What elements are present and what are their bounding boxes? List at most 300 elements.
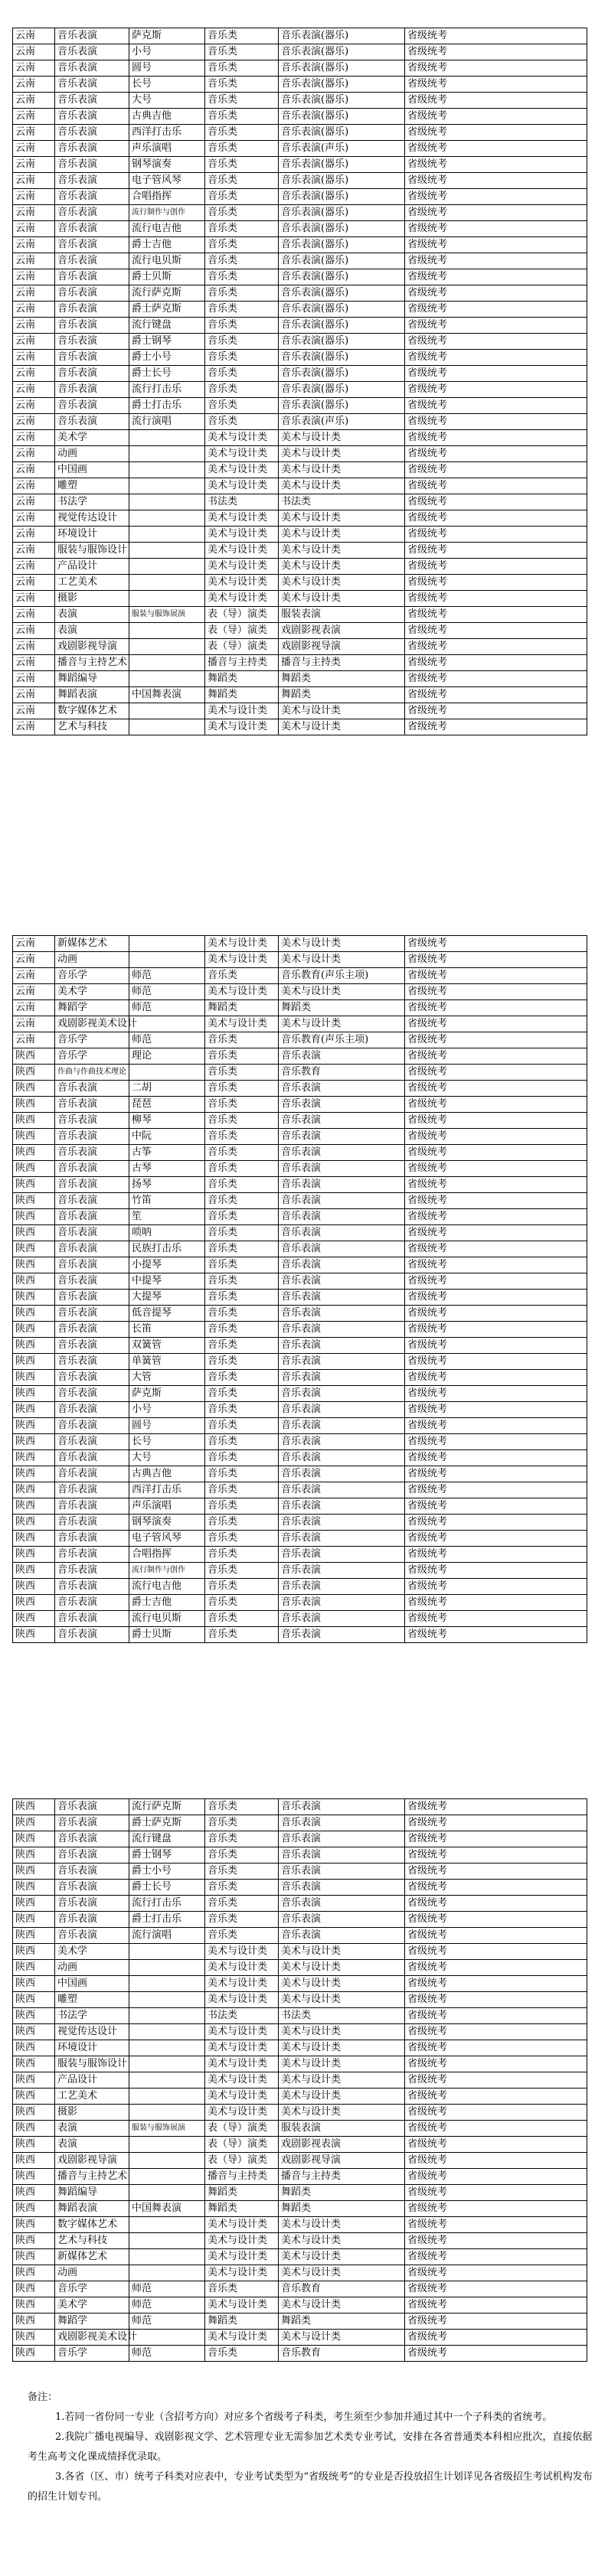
cell-category: 音乐类 xyxy=(205,285,279,302)
cell-exam-type: 省级统考 xyxy=(405,1370,587,1386)
cell-province: 云南 xyxy=(13,510,55,527)
table-row xyxy=(13,2314,587,2330)
cell-exam-subcategory: 美术与设计类 xyxy=(279,1016,405,1032)
cell-direction xyxy=(129,671,205,687)
table-row xyxy=(13,1831,587,1847)
cell-exam-type: 省级统考 xyxy=(405,2024,587,2040)
table-row xyxy=(13,1209,587,1225)
cell-direction: 柳琴 xyxy=(129,1113,205,1129)
table-row xyxy=(13,93,587,109)
table-row xyxy=(13,1563,587,1579)
table-row xyxy=(13,1386,587,1402)
cell-direction: 声乐演唱 xyxy=(129,1498,205,1515)
cell-exam-type: 省级统考 xyxy=(405,2346,587,2362)
cell-province: 陕西 xyxy=(13,1161,55,1177)
cell-exam-type: 省级统考 xyxy=(405,2185,587,2201)
cell-province: 云南 xyxy=(13,221,55,237)
cell-direction: 长笛 xyxy=(129,1322,205,1338)
cell-direction xyxy=(129,591,205,607)
cell-exam-type: 省级统考 xyxy=(405,703,587,719)
table-row xyxy=(13,44,587,60)
cell-exam-type: 省级统考 xyxy=(405,1016,587,1032)
cell-category: 美术与设计类 xyxy=(205,984,279,1000)
cell-exam-subcategory: 音乐表演 xyxy=(279,1306,405,1322)
cell-province: 云南 xyxy=(13,414,55,430)
cell-exam-subcategory: 美术与设计类 xyxy=(279,2089,405,2105)
cell-exam-type: 省级统考 xyxy=(405,2233,587,2249)
cell-exam-type: 省级统考 xyxy=(405,936,587,952)
cell-province: 陕西 xyxy=(13,2217,55,2233)
cell-province: 陕西 xyxy=(13,2121,55,2137)
table-row xyxy=(13,1482,587,1498)
cell-category: 音乐类 xyxy=(205,414,279,430)
cell-category: 音乐类 xyxy=(205,109,279,125)
cell-province: 陕西 xyxy=(13,1450,55,1466)
cell-major: 动画 xyxy=(55,446,129,462)
cell-category: 美术与设计类 xyxy=(205,2249,279,2265)
cell-direction xyxy=(129,2185,205,2201)
table-row xyxy=(13,1081,587,1097)
cell-category: 音乐类 xyxy=(205,1847,279,1864)
cell-direction: 师范 xyxy=(129,984,205,1000)
cell-exam-subcategory: 音乐表演 xyxy=(279,1627,405,1643)
cell-major: 音乐表演 xyxy=(55,1450,129,1466)
cell-direction: 师范 xyxy=(129,2346,205,2362)
cell-province: 陕西 xyxy=(13,1896,55,1912)
cell-major: 舞蹈编导 xyxy=(55,671,129,687)
cell-category: 美术与设计类 xyxy=(205,575,279,591)
cell-major: 音乐表演 xyxy=(55,1880,129,1896)
cell-exam-subcategory: 音乐表演 xyxy=(279,1338,405,1354)
cell-province: 云南 xyxy=(13,382,55,398)
cell-major: 产品设计 xyxy=(55,2072,129,2089)
cell-direction xyxy=(129,2330,205,2346)
cell-major: 音乐表演 xyxy=(55,1177,129,1193)
cell-direction: 流行萨克斯 xyxy=(129,285,205,302)
cell-exam-subcategory: 美术与设计类 xyxy=(279,2249,405,2265)
table-row xyxy=(13,1016,587,1032)
table-row xyxy=(13,414,587,430)
cell-exam-type: 省级统考 xyxy=(405,350,587,366)
cell-direction: 长号 xyxy=(129,1434,205,1450)
cell-exam-type: 省级统考 xyxy=(405,2314,587,2330)
table-row xyxy=(13,575,587,591)
cell-major: 音乐表演 xyxy=(55,157,129,173)
table-row xyxy=(13,1960,587,1976)
cell-exam-subcategory: 音乐表演 xyxy=(279,1113,405,1129)
cell-exam-subcategory: 音乐表演 xyxy=(279,1386,405,1402)
cell-exam-subcategory: 播音与主持类 xyxy=(279,655,405,671)
cell-exam-subcategory: 音乐表演 xyxy=(279,1048,405,1065)
cell-category: 音乐类 xyxy=(205,1928,279,1944)
cell-exam-subcategory: 美术与设计类 xyxy=(279,2024,405,2040)
cell-exam-subcategory: 音乐表演 xyxy=(279,1611,405,1627)
table-row xyxy=(13,984,587,1000)
cell-province: 云南 xyxy=(13,269,55,285)
table-row xyxy=(13,719,587,735)
cell-exam-type: 省级统考 xyxy=(405,2137,587,2153)
cell-direction: 声乐演唱 xyxy=(129,141,205,157)
cell-direction: 流行电贝斯 xyxy=(129,253,205,269)
table-row xyxy=(13,1815,587,1831)
cell-category: 美术与设计类 xyxy=(205,2089,279,2105)
table-row xyxy=(13,221,587,237)
cell-major: 表演 xyxy=(55,2137,129,2153)
cell-direction xyxy=(129,639,205,655)
cell-major: 音乐表演 xyxy=(55,1402,129,1418)
note-item: 2.我院广播电视编导、戏剧影视文学、艺术管理专业无需参加艺术类专业考试，安排在各省普通类本科相应批次，直接依据考生高考文化课成绩择优录取。 xyxy=(28,2431,593,2463)
table-row xyxy=(13,968,587,984)
cell-major: 工艺美术 xyxy=(55,575,129,591)
table-row xyxy=(13,1161,587,1177)
cell-direction: 大号 xyxy=(129,93,205,109)
cell-exam-subcategory: 音乐表演(器乐) xyxy=(279,44,405,60)
cell-exam-type: 省级统考 xyxy=(405,1177,587,1193)
cell-province: 陕西 xyxy=(13,1113,55,1129)
cell-category: 美术与设计类 xyxy=(205,2297,279,2314)
cell-category: 音乐类 xyxy=(205,221,279,237)
table-row xyxy=(13,559,587,575)
cell-major: 戏剧影视导演 xyxy=(55,639,129,655)
cell-exam-type: 省级统考 xyxy=(405,639,587,655)
cell-direction: 师范 xyxy=(129,2297,205,2314)
cell-exam-subcategory: 音乐表演(器乐) xyxy=(279,366,405,382)
cell-province: 云南 xyxy=(13,28,55,44)
cell-exam-type: 省级统考 xyxy=(405,334,587,350)
table-row xyxy=(13,462,587,478)
cell-exam-type: 省级统考 xyxy=(405,655,587,671)
cell-direction xyxy=(129,719,205,735)
cell-province: 陕西 xyxy=(13,1627,55,1643)
table-row xyxy=(13,1048,587,1065)
cell-major: 艺术与科技 xyxy=(55,2233,129,2249)
cell-direction: 合唱指挥 xyxy=(129,1547,205,1563)
table-row xyxy=(13,2024,587,2040)
cell-major: 音乐表演 xyxy=(55,173,129,189)
cell-major: 舞蹈学 xyxy=(55,1000,129,1016)
cell-exam-subcategory: 戏剧影视导演 xyxy=(279,639,405,655)
table-row xyxy=(13,671,587,687)
cell-exam-subcategory: 美术与设计类 xyxy=(279,2040,405,2056)
cell-exam-type: 省级统考 xyxy=(405,1547,587,1563)
cell-province: 云南 xyxy=(13,936,55,952)
cell-category: 音乐类 xyxy=(205,1306,279,1322)
cell-province: 陕西 xyxy=(13,1547,55,1563)
cell-exam-type: 省级统考 xyxy=(405,189,587,205)
cell-category: 音乐类 xyxy=(205,1402,279,1418)
cell-exam-type: 省级统考 xyxy=(405,253,587,269)
cell-exam-subcategory: 戏剧影视导演 xyxy=(279,2153,405,2169)
cell-category: 音乐类 xyxy=(205,189,279,205)
cell-exam-subcategory: 音乐表演(器乐) xyxy=(279,93,405,109)
cell-exam-type: 省级统考 xyxy=(405,984,587,1000)
cell-direction xyxy=(129,2217,205,2233)
note-item: 3.各省（区、市）统考子科类对应表中，专业考试类型为“省级统考”的专业是否投放招生计划详见各省级招生考试机构发布的招生计划专刊。 xyxy=(28,2471,593,2503)
cell-category: 音乐类 xyxy=(205,302,279,318)
cell-exam-type: 省级统考 xyxy=(405,221,587,237)
cell-category: 音乐类 xyxy=(205,366,279,382)
cell-major: 音乐表演 xyxy=(55,1097,129,1113)
cell-direction: 服装与服饰展演 xyxy=(129,607,205,623)
cell-direction: 爵士萨克斯 xyxy=(129,1815,205,1831)
cell-exam-type: 省级统考 xyxy=(405,125,587,141)
cell-exam-subcategory: 美术与设计类 xyxy=(279,575,405,591)
cell-province: 云南 xyxy=(13,478,55,494)
table-row xyxy=(13,1065,587,1081)
cell-category: 音乐类 xyxy=(205,1225,279,1241)
cell-major: 音乐表演 xyxy=(55,77,129,93)
cell-category: 美术与设计类 xyxy=(205,2105,279,2121)
cell-province: 云南 xyxy=(13,77,55,93)
cell-exam-subcategory: 音乐表演(器乐) xyxy=(279,253,405,269)
cell-major: 音乐表演 xyxy=(55,285,129,302)
cell-major: 音乐表演 xyxy=(55,1322,129,1338)
cell-exam-type: 省级统考 xyxy=(405,1322,587,1338)
table-row xyxy=(13,2105,587,2121)
cell-direction: 师范 xyxy=(129,968,205,984)
cell-direction xyxy=(129,430,205,446)
cell-major: 艺术与科技 xyxy=(55,719,129,735)
cell-major: 视觉传达设计 xyxy=(55,510,129,527)
table-row xyxy=(13,205,587,221)
cell-exam-type: 省级统考 xyxy=(405,1627,587,1643)
cell-category: 音乐类 xyxy=(205,2346,279,2362)
cell-major: 音乐表演 xyxy=(55,1193,129,1209)
cell-major: 音乐表演 xyxy=(55,1815,129,1831)
cell-exam-subcategory: 音乐表演 xyxy=(279,1177,405,1193)
cell-exam-subcategory: 音乐表演 xyxy=(279,1402,405,1418)
cell-direction: 古琴 xyxy=(129,1161,205,1177)
cell-major: 音乐表演 xyxy=(55,350,129,366)
cell-province: 云南 xyxy=(13,366,55,382)
cell-exam-subcategory: 音乐表演 xyxy=(279,1418,405,1434)
cell-category: 美术与设计类 xyxy=(205,591,279,607)
cell-direction xyxy=(129,1976,205,1992)
cell-direction: 中国舞表演 xyxy=(129,2201,205,2217)
cell-direction: 小号 xyxy=(129,44,205,60)
cell-category: 音乐类 xyxy=(205,1563,279,1579)
table-row xyxy=(13,2330,587,2346)
cell-major: 音乐表演 xyxy=(55,1209,129,1225)
table-row xyxy=(13,639,587,655)
table-row xyxy=(13,302,587,318)
table-row xyxy=(13,1912,587,1928)
cell-exam-subcategory: 舞蹈类 xyxy=(279,687,405,703)
cell-major: 音乐表演 xyxy=(55,1799,129,1815)
cell-direction xyxy=(129,510,205,527)
cell-major: 环境设计 xyxy=(55,2040,129,2056)
cell-exam-type: 省级统考 xyxy=(405,157,587,173)
table-row xyxy=(13,1257,587,1273)
table-row xyxy=(13,1944,587,1960)
cell-exam-subcategory: 美术与设计类 xyxy=(279,478,405,494)
cell-exam-subcategory: 美术与设计类 xyxy=(279,936,405,952)
cell-direction: 流行萨克斯 xyxy=(129,1799,205,1815)
cell-exam-type: 省级统考 xyxy=(405,77,587,93)
table-row xyxy=(13,366,587,382)
cell-province: 陕西 xyxy=(13,2314,55,2330)
cell-province: 陕西 xyxy=(13,1466,55,1482)
cell-province: 云南 xyxy=(13,125,55,141)
cell-province: 陕西 xyxy=(13,1992,55,2008)
cell-province: 云南 xyxy=(13,494,55,510)
table-row xyxy=(13,607,587,623)
cell-major: 音乐表演 xyxy=(55,1354,129,1370)
cell-category: 美术与设计类 xyxy=(205,936,279,952)
cell-direction xyxy=(129,494,205,510)
cell-major: 产品设计 xyxy=(55,559,129,575)
cell-major: 音乐表演 xyxy=(55,1257,129,1273)
cell-category: 音乐类 xyxy=(205,1864,279,1880)
cell-province: 云南 xyxy=(13,430,55,446)
cell-exam-subcategory: 音乐表演 xyxy=(279,1880,405,1896)
cell-exam-type: 省级统考 xyxy=(405,1880,587,1896)
table-row xyxy=(13,2201,587,2217)
table-row xyxy=(13,318,587,334)
cell-major: 音乐表演 xyxy=(55,1161,129,1177)
table-row xyxy=(13,1032,587,1048)
cell-major: 音乐表演 xyxy=(55,253,129,269)
cell-direction: 竹笛 xyxy=(129,1193,205,1209)
cell-province: 陕西 xyxy=(13,2265,55,2281)
cell-exam-subcategory: 书法类 xyxy=(279,494,405,510)
cell-exam-type: 省级统考 xyxy=(405,44,587,60)
cell-province: 陕西 xyxy=(13,1611,55,1627)
cell-exam-type: 省级统考 xyxy=(405,462,587,478)
cell-exam-subcategory: 美术与设计类 xyxy=(279,2297,405,2314)
table-row xyxy=(13,655,587,671)
cell-category: 音乐类 xyxy=(205,1177,279,1193)
cell-category: 音乐类 xyxy=(205,125,279,141)
cell-exam-type: 省级统考 xyxy=(405,1498,587,1515)
cell-exam-subcategory: 音乐教育 xyxy=(279,2346,405,2362)
cell-major: 表演 xyxy=(55,607,129,623)
cell-direction xyxy=(129,2265,205,2281)
cell-exam-subcategory: 音乐表演 xyxy=(279,1595,405,1611)
cell-major: 音乐表演 xyxy=(55,1306,129,1322)
cell-exam-type: 省级统考 xyxy=(405,1145,587,1161)
cell-major: 音乐表演 xyxy=(55,109,129,125)
cell-direction: 电子管风琴 xyxy=(129,173,205,189)
cell-category: 音乐类 xyxy=(205,1434,279,1450)
cell-exam-type: 省级统考 xyxy=(405,1273,587,1290)
note-item: 1.若同一省份同一专业（含招考方向）对应多个省级考子科类，考生须至少参加并通过其中一个子科类的省统考。 xyxy=(55,2411,553,2423)
cell-exam-type: 省级统考 xyxy=(405,2281,587,2297)
cell-province: 云南 xyxy=(13,1032,55,1048)
cell-major: 舞蹈编导 xyxy=(55,2185,129,2201)
cell-direction: 圆号 xyxy=(129,60,205,77)
cell-province: 陕西 xyxy=(13,1944,55,1960)
cell-major: 音乐表演 xyxy=(55,269,129,285)
cell-category: 舞蹈类 xyxy=(205,687,279,703)
cell-exam-type: 省级统考 xyxy=(405,382,587,398)
table-row xyxy=(13,2346,587,2362)
cell-category: 音乐类 xyxy=(205,1129,279,1145)
cell-category: 舞蹈类 xyxy=(205,2201,279,2217)
cell-province: 陕西 xyxy=(13,1386,55,1402)
cell-major: 舞蹈学 xyxy=(55,2314,129,2330)
cell-exam-subcategory: 音乐表演(器乐) xyxy=(279,398,405,414)
cell-direction: 爵士钢琴 xyxy=(129,334,205,350)
cell-exam-subcategory: 音乐表演 xyxy=(279,1193,405,1209)
cell-province: 陕西 xyxy=(13,1322,55,1338)
cell-category: 音乐类 xyxy=(205,1547,279,1563)
cell-exam-type: 省级统考 xyxy=(405,1847,587,1864)
table-row xyxy=(13,2153,587,2169)
cell-category: 美术与设计类 xyxy=(205,543,279,559)
cell-major: 音乐表演 xyxy=(55,382,129,398)
cell-province: 云南 xyxy=(13,60,55,77)
cell-province: 陕西 xyxy=(13,2008,55,2024)
cell-major: 新媒体艺术 xyxy=(55,2249,129,2265)
cell-major: 音乐学 xyxy=(55,2346,129,2362)
cell-category: 美术与设计类 xyxy=(205,559,279,575)
cell-category: 音乐类 xyxy=(205,1880,279,1896)
cell-major: 雕塑 xyxy=(55,478,129,494)
cell-category: 音乐类 xyxy=(205,1370,279,1386)
cell-exam-subcategory: 美术与设计类 xyxy=(279,1944,405,1960)
cell-category: 音乐类 xyxy=(205,1209,279,1225)
cell-category: 音乐类 xyxy=(205,1354,279,1370)
table-row xyxy=(13,1611,587,1627)
cell-category: 舞蹈类 xyxy=(205,671,279,687)
cell-category: 表（导）演类 xyxy=(205,639,279,655)
table-row xyxy=(13,527,587,543)
cell-exam-type: 省级统考 xyxy=(405,543,587,559)
table-row xyxy=(13,350,587,366)
cell-category: 音乐类 xyxy=(205,1032,279,1048)
cell-major: 动画 xyxy=(55,952,129,968)
cell-exam-type: 省级统考 xyxy=(405,414,587,430)
cell-direction: 古典吉他 xyxy=(129,1466,205,1482)
cell-exam-subcategory: 音乐表演(器乐) xyxy=(279,28,405,44)
cell-province: 陕西 xyxy=(13,1257,55,1273)
cell-exam-type: 省级统考 xyxy=(405,1912,587,1928)
cell-category: 音乐类 xyxy=(205,1815,279,1831)
table-row xyxy=(13,703,587,719)
cell-exam-type: 省级统考 xyxy=(405,1354,587,1370)
cell-exam-subcategory: 音乐表演 xyxy=(279,1531,405,1547)
cell-province: 陕西 xyxy=(13,2330,55,2346)
cell-exam-type: 省级统考 xyxy=(405,623,587,639)
cell-major: 戏剧影视导演 xyxy=(55,2153,129,2169)
table-row xyxy=(13,1547,587,1563)
cell-province: 陕西 xyxy=(13,1048,55,1065)
cell-major: 音乐表演 xyxy=(55,28,129,44)
cell-direction: 师范 xyxy=(129,2281,205,2297)
table-row xyxy=(13,1466,587,1482)
cell-category: 音乐类 xyxy=(205,1466,279,1482)
cell-category: 音乐类 xyxy=(205,334,279,350)
cell-exam-type: 省级统考 xyxy=(405,430,587,446)
table-row xyxy=(13,478,587,494)
cell-direction: 爵士贝斯 xyxy=(129,269,205,285)
cell-category: 音乐类 xyxy=(205,1145,279,1161)
cell-major: 音乐表演 xyxy=(55,1113,129,1129)
cell-exam-subcategory: 音乐表演 xyxy=(279,1145,405,1161)
cell-major: 音乐表演 xyxy=(55,125,129,141)
cell-exam-subcategory: 音乐表演 xyxy=(279,1831,405,1847)
cell-exam-subcategory: 音乐表演(器乐) xyxy=(279,77,405,93)
cell-major: 音乐表演 xyxy=(55,1482,129,1498)
table-row xyxy=(13,687,587,703)
cell-category: 音乐类 xyxy=(205,1418,279,1434)
cell-exam-type: 省级统考 xyxy=(405,1290,587,1306)
cell-direction xyxy=(129,478,205,494)
table-row xyxy=(13,1992,587,2008)
cell-direction xyxy=(129,2153,205,2169)
cell-direction: 爵士打击乐 xyxy=(129,1912,205,1928)
